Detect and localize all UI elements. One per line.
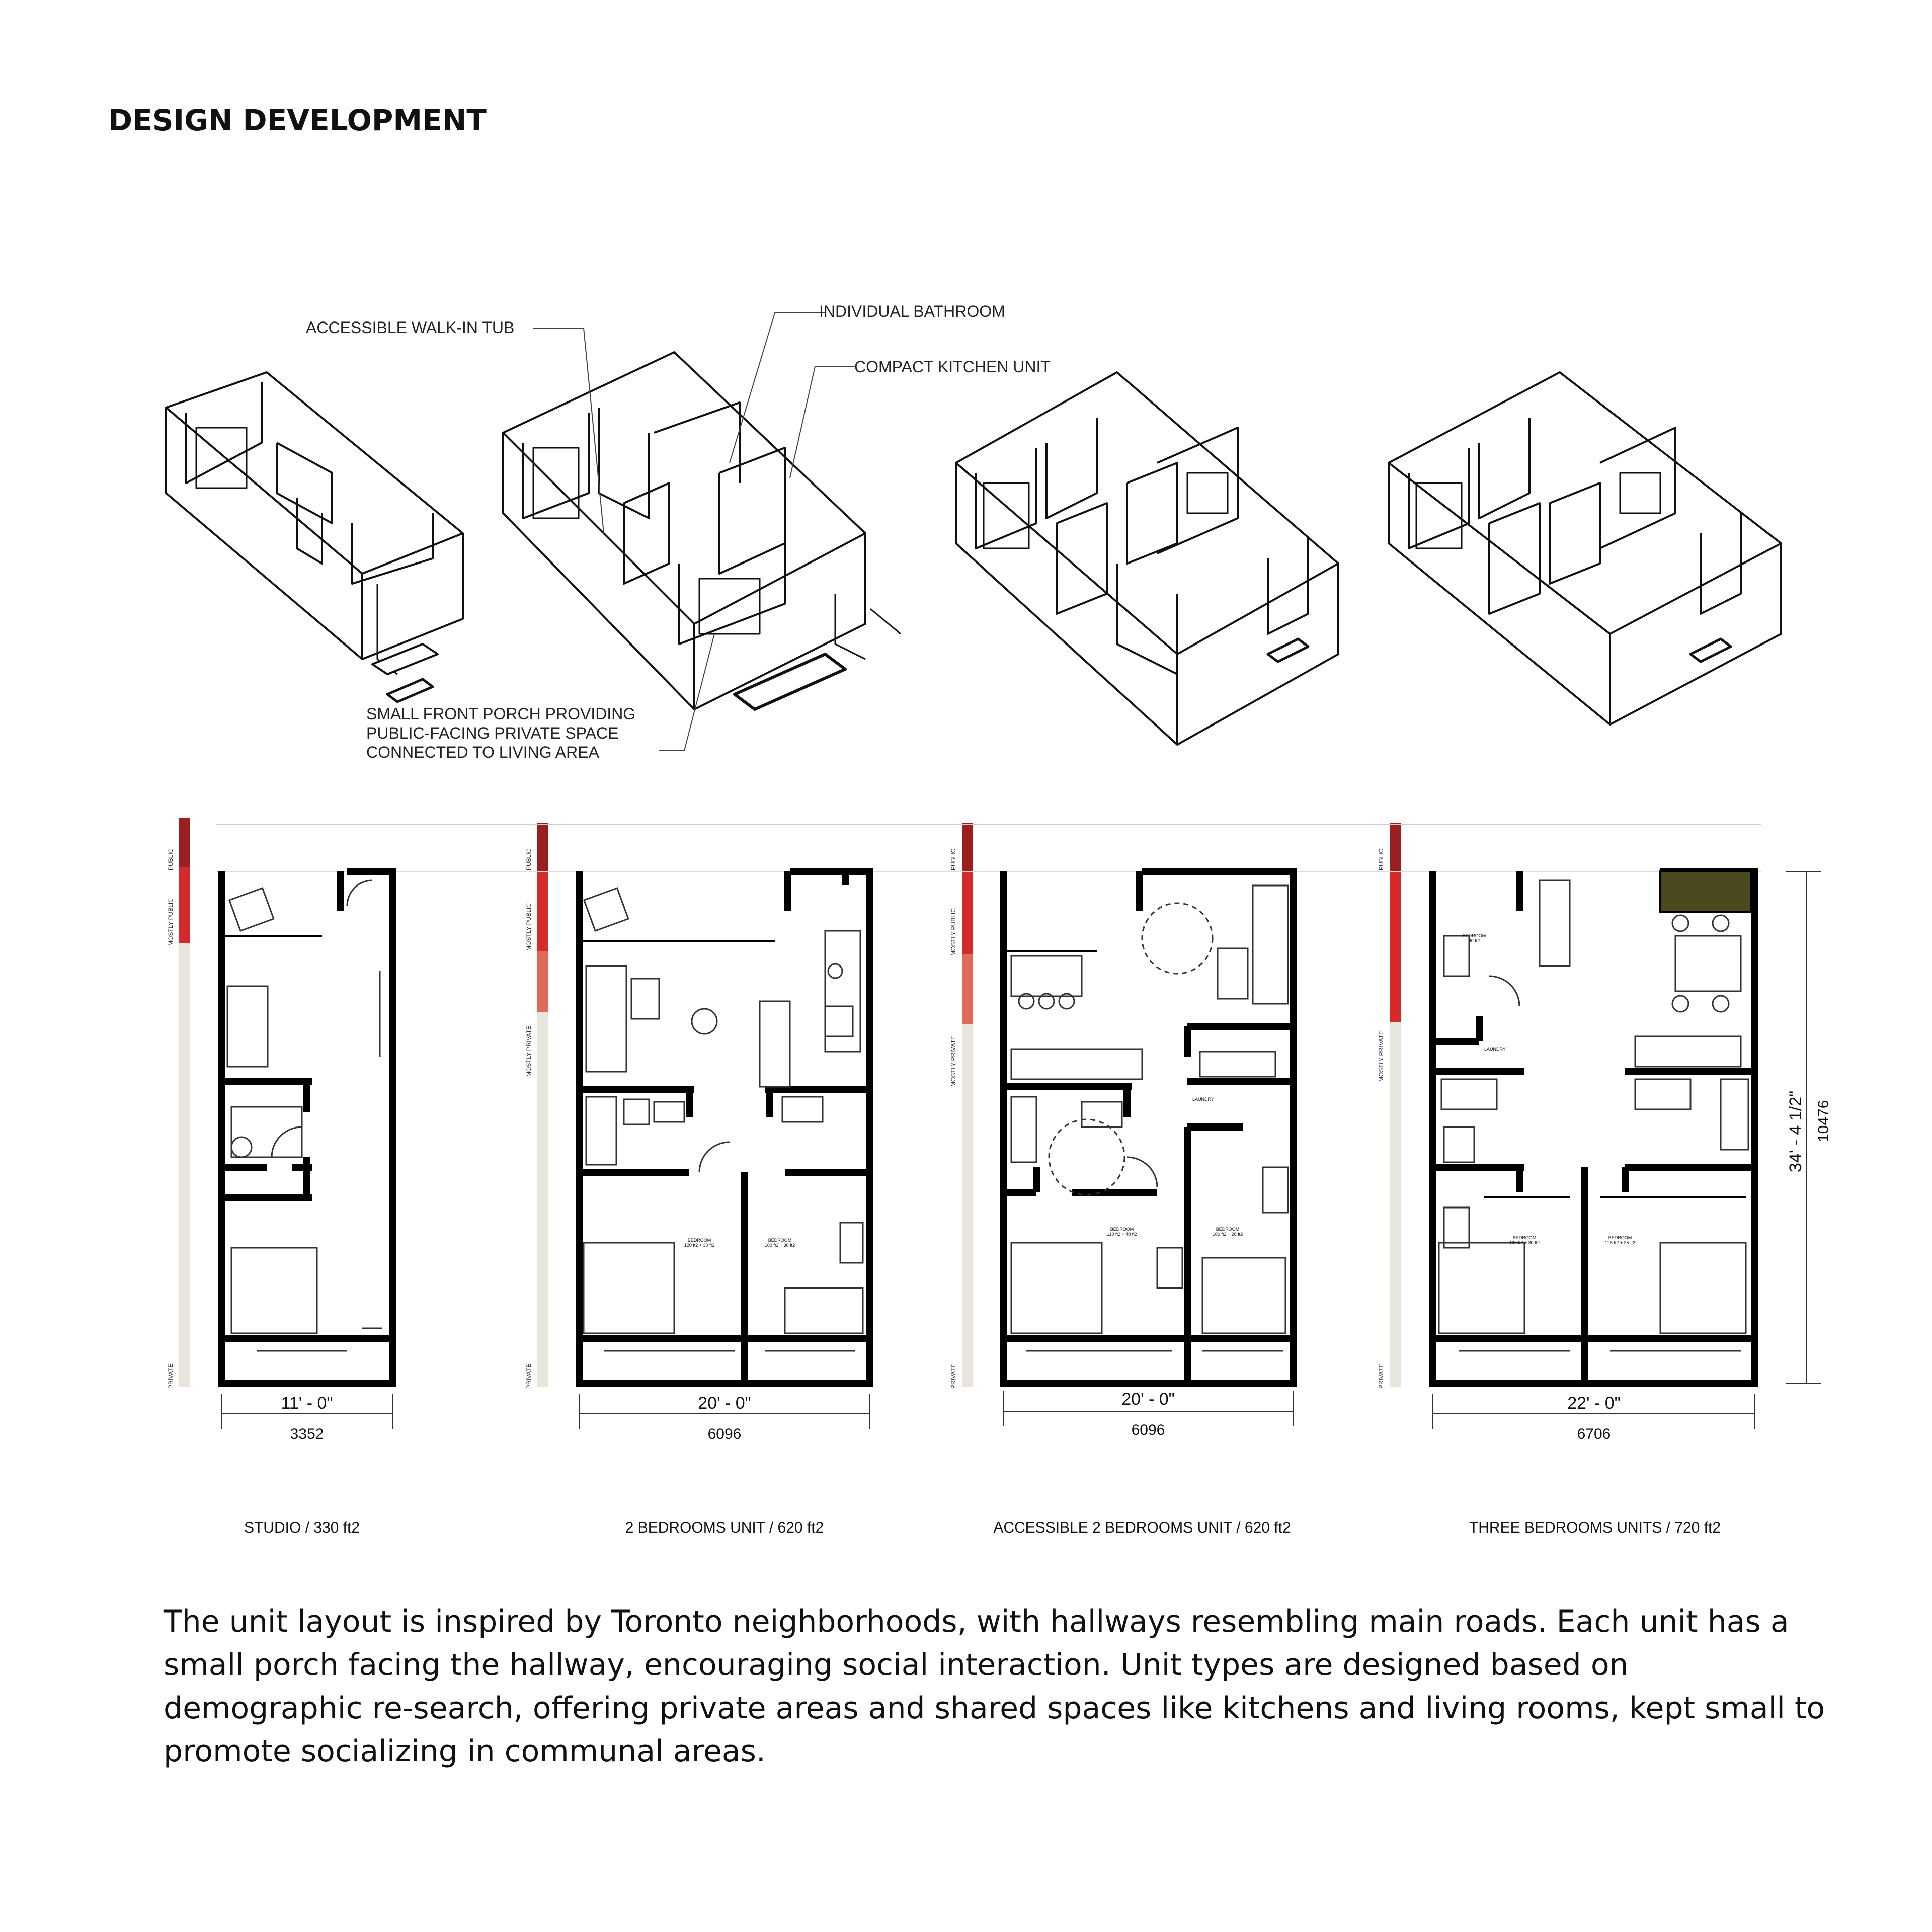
- room-label: BEDROOM 120 ft2 + 30 ft2: [684, 1238, 715, 1248]
- dimension-imperial: 20' - 0": [1121, 1390, 1175, 1409]
- zone-label-mostly-public: MOSTLY PUBLIC: [950, 908, 957, 956]
- dimension-imperial: 11' - 0": [281, 1394, 333, 1413]
- balcony-planter: [1660, 871, 1751, 912]
- unit-caption-2-bedroom: 2 BEDROOMS UNIT / 620 ft2: [625, 1519, 824, 1536]
- room-label: BEDROOM 80 ft2: [1462, 933, 1486, 943]
- room-label: BEDROOM 100 ft2 + 20 ft2: [1212, 1227, 1243, 1237]
- unit-caption-three-bedroom: THREE BEDROOMS UNITS / 720 ft2: [1469, 1519, 1721, 1536]
- unit-caption-accessible: ACCESSIBLE 2 BEDROOMS UNIT / 620 ft2: [993, 1519, 1291, 1536]
- dimension-imperial: 20' - 0": [698, 1394, 751, 1413]
- description-text: The unit layout is inspired by Toronto neighborhoods, with hallways resembling main roads. Each unit has a small porch facing the hallway, encouraging social interaction. Unit types are designed based on demographic re-search, offering private areas and shared spaces like kitchens and living rooms, kept small to promote socializing in communal areas.: [164, 1604, 1825, 1769]
- zone-label-mostly-public: MOSTLY PUBLIC: [167, 898, 174, 946]
- dimension-metric: 6096: [1131, 1422, 1165, 1438]
- dimension-metric: 6706: [1577, 1426, 1611, 1442]
- room-label: BEDROOM 100 ft2 + 30 ft2: [1509, 1235, 1540, 1245]
- zone-label-private: PRIVATE: [167, 1363, 174, 1389]
- callout-porch-line-1: SMALL FRONT PORCH PROVIDING: [366, 705, 636, 723]
- zone-label-private: PRIVATE: [950, 1363, 957, 1389]
- zone-label-public: PUBLIC: [1378, 848, 1385, 870]
- axo-2-bedroom: [503, 352, 901, 709]
- zone-label-mostly-public: MOSTLY PUBLIC: [525, 903, 532, 951]
- plan-2-bedroom: [580, 871, 869, 1384]
- room-label: BEDROOM 110 ft2 + 40 ft2: [1107, 1227, 1137, 1237]
- zone-label-public: PUBLIC: [950, 848, 957, 870]
- dimension-height-imperial: 34' - 4 1/2": [1786, 1090, 1805, 1172]
- plan-studio: [221, 871, 392, 1384]
- dimension-metric: 6096: [707, 1426, 742, 1442]
- axo-accessible-2-bedroom: [956, 372, 1338, 745]
- callout-individual-bathroom: INDIVIDUAL BATHROOM: [819, 302, 1005, 320]
- page-title: DESIGN DEVELOPMENT: [108, 103, 487, 137]
- zone-label-private: PRIVATE: [525, 1363, 532, 1389]
- zone-label-private: PRIVATE: [1378, 1363, 1385, 1389]
- dimension-height-metric: 10476: [1815, 1100, 1832, 1142]
- callout-walk-in-tub: ACCESSIBLE WALK-IN TUB: [306, 318, 515, 337]
- room-label: BEDROOM 100 ft2 + 30 ft2: [764, 1238, 795, 1248]
- plan-three-bedroom: [1433, 871, 1755, 1384]
- laundry-label: LAUNDRY: [1484, 1046, 1506, 1052]
- zone-label-mostly-private: MOSTLY PRIVATE: [525, 1025, 532, 1077]
- plan-accessible-2-bedroom: [1004, 871, 1293, 1384]
- unit-caption-studio: STUDIO / 330 ft2: [244, 1519, 360, 1536]
- dimension-imperial: 22' - 0": [1567, 1394, 1621, 1413]
- room-label: BEDROOM 125 ft2 + 35 ft2: [1604, 1235, 1636, 1245]
- zone-label-public: PUBLIC: [525, 848, 532, 870]
- axo-studio: [166, 372, 463, 702]
- zone-label-mostly-private: MOSTLY PRIVATE: [950, 1035, 957, 1087]
- dimension-metric: 3352: [290, 1426, 324, 1442]
- callout-compact-kitchen: COMPACT KITCHEN UNIT: [854, 358, 1051, 376]
- zone-label-public: PUBLIC: [167, 848, 174, 870]
- zone-label-mostly-private: MOSTLY PRIVATE: [1378, 1030, 1385, 1082]
- callout-porch-line-3: CONNECTED TO LIVING AREA: [366, 743, 599, 761]
- callout-porch-line-2: PUBLIC-FACING PRIVATE SPACE: [366, 724, 619, 742]
- floor-plans: [0, 805, 1932, 1469]
- laundry-label: LAUNDRY: [1192, 1097, 1214, 1102]
- axo-three-bedroom: [1389, 372, 1781, 725]
